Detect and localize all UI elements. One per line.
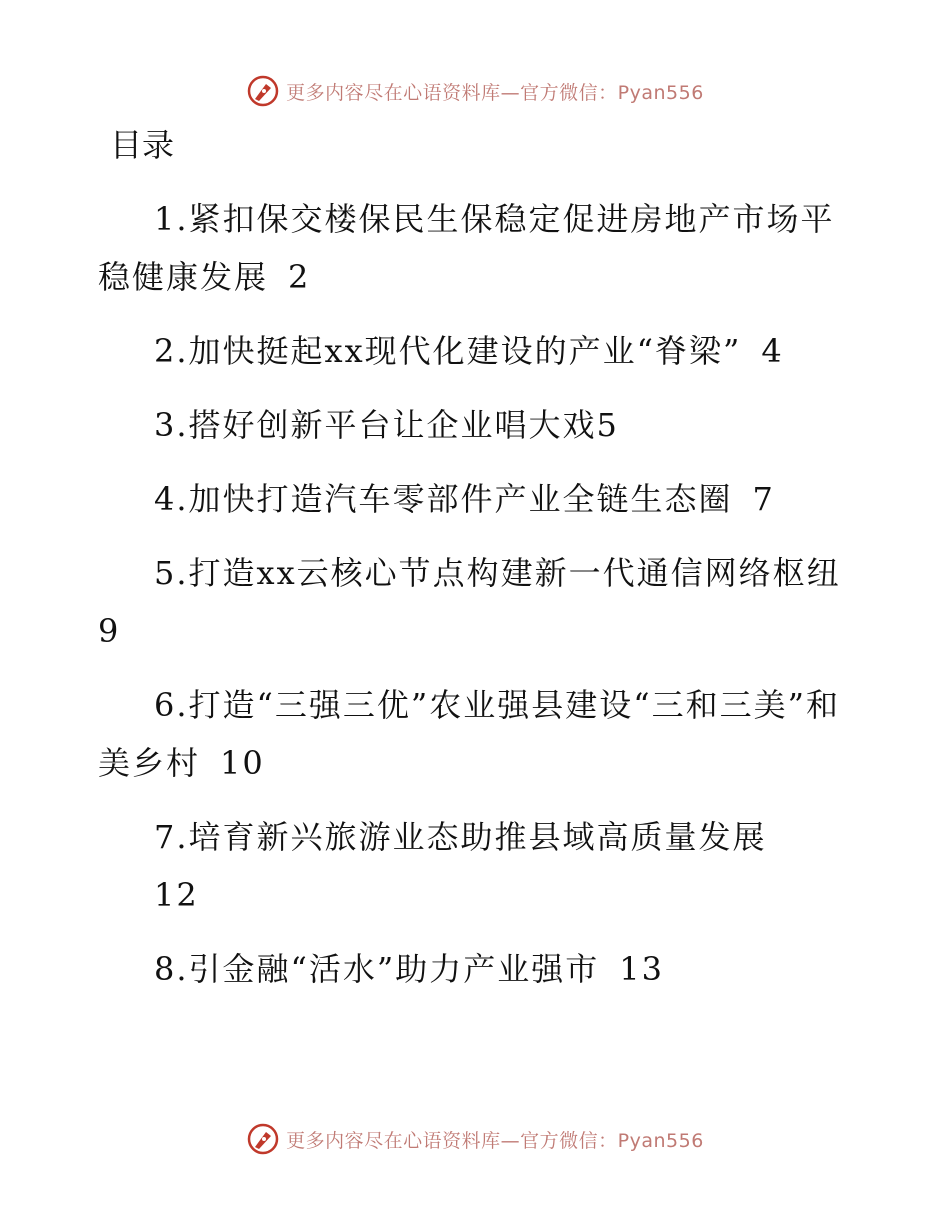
toc-item[interactable] (98, 676, 858, 792)
toc-item-title: 1.紧扣保交楼保民生保稳定促进房地产市场平稳健康发展 (98, 200, 835, 296)
toc-item[interactable] (98, 940, 858, 998)
toc-list (98, 190, 858, 1014)
toc-item[interactable] (98, 544, 858, 660)
toc-item-page: 10 (220, 744, 265, 782)
toc-item[interactable] (98, 396, 858, 454)
toc-item[interactable] (98, 470, 858, 528)
watermark-text: 更多内容尽在心语资料库—官方微信：Pyan556 (286, 81, 704, 104)
header-watermark (0, 71, 950, 111)
toc-item[interactable] (98, 322, 858, 380)
toc-item-title: 7.培育新兴旅游业态助推县域高质量发展 (154, 818, 767, 856)
toc-item-title: 4.加快打造汽车零部件产业全链生态圈 (154, 480, 733, 518)
toc-item-page: 13 (619, 950, 664, 988)
toc-item-title: 3.搭好创新平台让企业唱大戏 (154, 406, 597, 444)
pen-nib-logo-icon (246, 74, 280, 108)
toc-item-page: 5 (596, 406, 619, 444)
toc-item-page: 12 (154, 876, 199, 914)
toc-item[interactable] (98, 190, 858, 306)
toc-item-page: 7 (752, 480, 775, 518)
toc-item-title: 8.引金融“活水”助力产业强市 (154, 950, 600, 988)
toc-item-title: 5.打造xx云核心节点构建新一代通信网络枢纽 (154, 554, 841, 592)
toc-item-page: 4 (761, 332, 784, 370)
toc-item-title: 2.加快挺起xx现代化建设的产业“脊梁” (154, 332, 742, 370)
toc-item-title: 6.打造“三强三优”农业强县建设“三和三美”和美乡村 (98, 686, 840, 782)
toc-item[interactable] (98, 808, 858, 924)
toc-title: 目录 (110, 126, 175, 164)
toc-item-page: 2 (288, 258, 311, 296)
pen-nib-logo-icon (246, 1122, 280, 1156)
toc-item-page: 9 (98, 612, 121, 650)
watermark-text: 更多内容尽在心语资料库—官方微信：Pyan556 (286, 1129, 704, 1152)
footer-watermark (0, 1119, 950, 1159)
